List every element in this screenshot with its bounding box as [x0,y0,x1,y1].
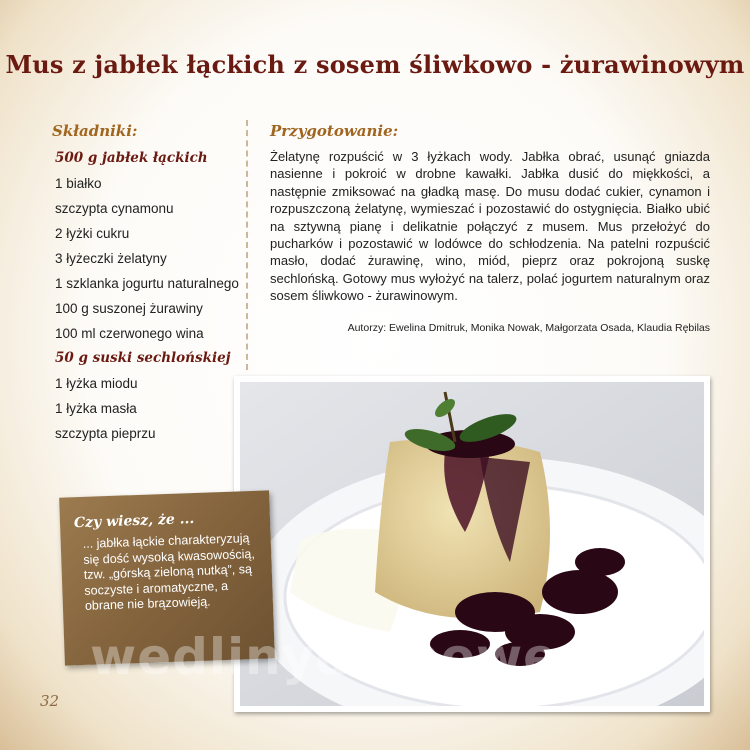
recipe-title: Mus z jabłek łąckich z sosem śliwkowo - żurawinowym [5,50,745,79]
ingredient-group-heading: 500 g jabłek łąckich [55,150,208,166]
ingredient-item: 1 białko [55,176,102,191]
ingredients-list [55,150,240,450]
ingredient-item: 1 łyżka miodu [55,376,138,391]
ingredient-item: szczypta cynamonu [55,201,174,216]
ingredient-item: szczypta pieprzu [55,426,156,441]
ingredient-item: 1 łyżka masła [55,401,137,416]
ingredient-item: 1 szklanka jogurtu naturalnego [55,276,239,291]
watermark: wedlinydomowe.pl [90,628,633,686]
ingredient-item: 100 g suszonej żurawiny [55,301,203,316]
ingredient-group-heading: 50 g suski sechlońskiej [55,350,231,366]
ingredient-item: 2 łyżki cukru [55,226,130,241]
preparation-text: Żelatynę rozpuścić w 3 łyżkach wody. Jabłka obrać, usunąć gniazda nasienne i pokroić w drobne kawałki. Jabłka dusić do miękkości, a następnie zmiksować na gładką masę. Do musu dodać cukier, cynamon i rozpuszczoną żelatynę, wymieszać i pozostawić do ostygnięcia. Białko ubić na sztywną pianę i delikatnie połączyć z musem. Mus przełożyć do pucharków i pozostawić w lodówce do schłodzenia. Na patelni rozpuścić masło, dodać żurawinę, wino, miód, pieprz oraz pokrojoną suskę sechlońską. Gotowy mus wyłożyć na talerz, polać jogurtem naturalnym oraz sosem śliwkowo - żurawinowym. [270,149,710,304]
preparation-heading: Przygotowanie: [270,122,399,140]
ingredient-item: 3 łyżeczki żelatyny [55,251,167,266]
page-number: 32 [40,692,60,710]
ingredients-heading: Składniki: [52,122,138,140]
did-you-know-heading: Czy wiesz, że ... [73,511,195,532]
ingredient-item: 100 ml czerwonego wina [55,326,204,341]
did-you-know-text: ... jabłka łąckie charakteryzują się dość wysoką kwasowością, tzw. „górską zieloną nutką”, są soczyste i aromatyczne, a obrane nie brązowieją. [82,531,256,613]
authors-line: Autorzy: Ewelina Dmitruk, Monika Nowak, Małgorzata Osada, Klaudia Rębilas [347,322,710,334]
column-divider [246,120,248,370]
